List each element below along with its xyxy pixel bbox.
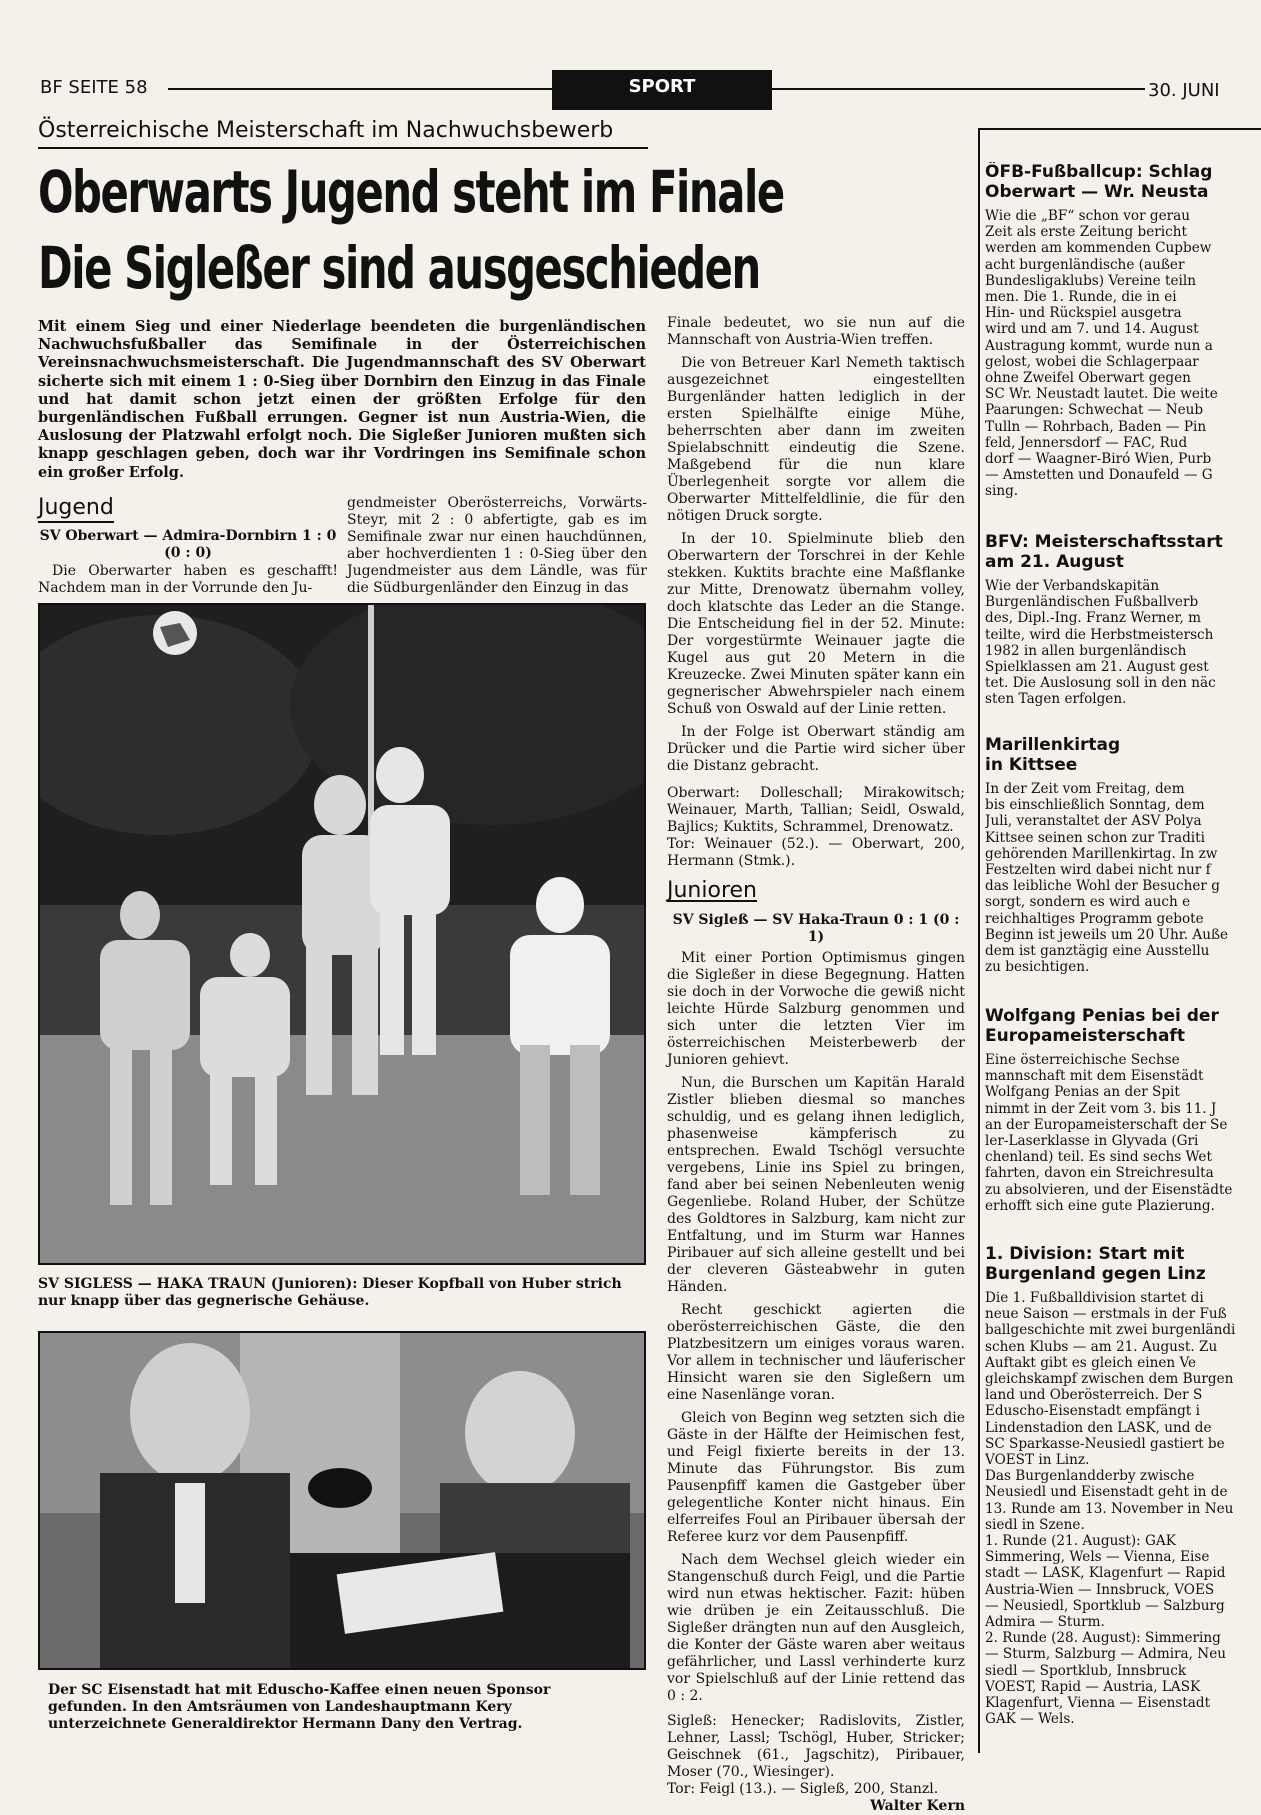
jugend-subhead: Jugend	[38, 495, 114, 523]
sidebar-line: Austria-Wien — Innsbruck, VOES	[985, 1581, 1215, 1598]
sidebar-line: Juli, veranstaltet der ASV Polya	[985, 813, 1202, 830]
sidebar-line: erhofft sich eine gute Plazierung.	[985, 1197, 1215, 1214]
junioren-p2: Nun, die Burschen um Kapitän Harald Zistler blieben diesmal so manches schuldig, und es gelang ihnen lediglich, phasenweise kämpferisch zu entsprechen. Ewald Tschögl versuchte vergebens, Linie ins Spiel zu bringen, fand aber bei seinen Nebenleuten wenig Gegenliebe. Roland Huber, der Schütze des Goldtores in Salzburg, kam nicht zur Entfaltung, und im Sturm war Hannes Piribauer auf sich alleine gestellt und bei der cleveren Gästeabwehr in guten Händen.	[667, 1075, 965, 1295]
lead-paragraph: Mit einem Sieg und einer Niederlage beendeten die burgenländischen Nachwuchsfußballer das Semifinale in der Österreichischen Vereinsnachwuchsmeisterschaft. Die Jugendmannschaft des SV Oberwart sicherte sich mit einem 1 : 0-Sieg über Dornbirn den Einzug in das Finale und hat damit schon jetzt einen der größten Erfolge für den burgenländischen Fußball errungen. Gegner ist nun Austria-Wien, die Auslosung der Platzwahl erfolgt noch. Die Sigleßer Junioren mußten sich knapp geschlagen geben, doch war ihr Vordringen ins Semifinale schon ein großer Erfolg.	[38, 318, 646, 481]
kicker: Österreichische Meisterschaft im Nachwuchsbewerb	[38, 118, 614, 143]
sidebar-line: werden am kommenden Cupbew	[985, 240, 1212, 257]
headline-line-1: Oberwarts Jugend steht im Finale	[38, 158, 784, 226]
sidebar-line: stadt — LASK, Klagenfurt — Rapid	[985, 1565, 1226, 1582]
sidebar-line: — Amstetten und Donaufeld — G	[985, 467, 1213, 484]
sidebar-line: Wie der Verbandskapitän	[985, 578, 1160, 594]
sidebar-line: ler-Laserklasse in Glyvada (Gri	[985, 1133, 1199, 1150]
author: Walter Kern	[870, 1798, 965, 1814]
col3-text	[667, 315, 965, 1815]
marillen-title-1: Marillenkirtag	[985, 735, 1121, 755]
jugend-col2	[347, 495, 647, 597]
sidebar-line: Auftakt gibt es gleich einen Ve	[985, 1354, 1197, 1371]
photo1-caption: SV SIGLESS — HAKA TRAUN (Junioren): Dieser Kopfball von Huber strich nur knapp über das gegnerische Gehäuse.	[38, 1276, 622, 1309]
sidebar-line: teilte, wird die Herbstmeistersch	[985, 626, 1214, 643]
sidebar-line: gleichskampf zwischen dem Burgen	[985, 1371, 1234, 1388]
sidebar-line: schen Klubs — am 21. August. Zu	[985, 1338, 1218, 1355]
sidebar-article-marillen	[985, 735, 1245, 975]
sidebar-line: Beginn ist jeweils um 20 Uhr. Auße	[985, 926, 1229, 943]
jugend-col1	[38, 563, 338, 597]
sidebar-line: gelost, wobei die Schlagerpaar	[985, 353, 1199, 370]
sidebar-line: Zeit als erste Zeitung bericht	[985, 224, 1187, 241]
sidebar-line: Simmering, Wels — Vienna, Eise	[985, 1549, 1210, 1566]
sidebar-line: Wolfgang Penias an der Spit	[985, 1084, 1180, 1101]
sidebar-line: Festzelten wird dabei nicht nur f	[985, 862, 1211, 879]
sidebar-line: Das Burgenlandderby zwische	[985, 1468, 1195, 1485]
oberwart-lineup: Oberwart: Dolleschall; Mirakowitsch; Weinauer, Marth, Tallian; Seidl, Oswald, Bajlics; Kuktits, Schrammel, Drenowatz.	[667, 785, 965, 835]
sidebar-line: dorf — Waagner-Biró Wien, Purb	[985, 451, 1212, 468]
sidebar-line: gehörenden Marillenkirtag. In zw	[985, 845, 1218, 862]
sidebar-line: SC Sparkasse-Neusiedl gastiert be	[985, 1435, 1225, 1452]
sigless-lineup: Sigleß: Henecker; Radislovits, Zistler, Lehner, Lassl; Tschögl, Huber, Stricker; Geischnek (61., Jagschitz), Piribauer, Moser (70., Wiesinger).	[667, 1713, 965, 1780]
sidebar-line: an der Europameisterschaft der Se	[985, 1116, 1228, 1133]
bfv-body	[985, 578, 1245, 708]
sidebar-line: In der Zeit vom Freitag, dem	[985, 781, 1185, 797]
bfv-title-1: BFV: Meisterschaftsstart	[985, 532, 1223, 552]
sidebar-line: mannschaft mit dem Eisenstädt	[985, 1068, 1204, 1085]
marillen-title-2: in Kittsee	[985, 755, 1078, 775]
date-label: 30. JUNI	[1148, 80, 1220, 101]
sidebar-line: siedl in Szene.	[985, 1516, 1085, 1533]
col3-p3: In der 10. Spielminute blieb den Oberwartern der Torschrei in der Kehle stekken. Kuktits brachte eine Maßflanke zur Mitte, Drenowatz übernahm volley, doch klatschte das Leder an die Stange. Die Entscheidung fiel in der 52. Minute: Der vorgestürmte Weinauer jagte die Kugel aus gut 20 Metern in die Kreuzecke. Zwei Minuten später kann ein gegnerischer Abwehrspieler nach einem Schuß von Oswald auf der Linie retten.	[667, 531, 965, 717]
sidebar-line: nimmt in der Zeit vom 3. bis 11. J	[985, 1100, 1217, 1117]
sidebar-line: Klagenfurt, Vienna — Eisenstadt	[985, 1695, 1211, 1712]
junioren-p1: Mit einer Portion Optimismus gingen die Sigleßer in diese Begegnung. Hatten sie doch in der Vorwoche die gewiß nicht leichte Hürde Salzburg genommen und sich unter die letzten Vier im österreichischen Meisterbewerb der Junioren gehievt.	[667, 950, 965, 1068]
sidebar-line: das leibliche Wohl der Besucher g	[985, 878, 1220, 895]
junioren-p5: Nach dem Wechsel gleich wieder ein Stangenschuß durch Feigl, und die Partie wird nun etwas hektischer. Fazit: hüben wie drüben je ein Zeitausschluß. Die Sigleßer drängten nun auf den Ausgleich, die Konter der Gäste waren aber weitaus gefährlicher, und Lassl verhinderte kurz vor Spielschluß auf der Linie rettend das 0 : 2.	[667, 1552, 965, 1704]
sidebar-line: Kittsee seinen schon zur Traditi	[985, 829, 1205, 846]
sidebar-line: Bundesligaklubs) Vereine teiln	[985, 272, 1196, 289]
division-title-1: 1. Division: Start mit	[985, 1244, 1185, 1264]
sidebar-line: Hin- und Rückspiel ausgetra	[985, 305, 1182, 322]
col3-p1: Finale bedeutet, wo sie nun auf die Mannschaft von Austria-Wien treffen.	[667, 315, 965, 348]
sidebar-line: land und Oberösterreich. Der S	[985, 1387, 1203, 1404]
sidebar-line: Burgenländischen Fußballverb	[985, 594, 1199, 611]
sidebar-line: fahrten, davon ein Streichresulta	[985, 1165, 1214, 1182]
bfv-title-2: am 21. August	[985, 552, 1124, 572]
section-box	[552, 70, 772, 110]
junioren-p4: Gleich von Beginn weg setzten sich die Gäste in der Hälfte der Heimischen fest, und Feigl fixierte bereits in der 13. Minute das Führungstor. Bis zum Pausenpfiff kamen die Gastgeber über gelegentliche Konter nicht hinaus. Ein elferreifes Foul an Piribauer übersah der Referee kurz vor dem Pausenpfiff.	[667, 1410, 965, 1545]
page-label: BF SEITE 58	[40, 77, 148, 98]
jugend-col2-text: gendmeister Oberösterreichs, Vorwärts-Steyr, mit 2 : 0 abfertigte, gab es im Semifinale zwar nur einen hauchdünnen, aber hochverdienten 1 : 0-Sieg über den Jugendmeister aus dem Ländle, was für die Südburgenländer den Einzug in das	[347, 495, 647, 596]
sidebar-line: acht burgenländische (außer	[985, 256, 1185, 273]
sidebar-line: Eduscho-Eisenstadt empfängt i	[985, 1403, 1200, 1420]
sidebar-line: Austragung kommt, wurde nun a	[985, 337, 1213, 354]
sidebar-divider	[978, 128, 980, 1753]
sidebar-line: Die 1. Fußballdivision startet di	[985, 1290, 1204, 1306]
col3-p4: In der Folge ist Oberwart ständig am Drücker und die Partie wird sicher über die Distanz gebracht.	[667, 724, 965, 774]
penias-title-2: Europameisterschaft	[985, 1026, 1185, 1046]
sidebar-line: zu absolvieren, und der Eisenstädte	[985, 1181, 1233, 1198]
penias-title-1: Wolfgang Penias bei der	[985, 1006, 1219, 1026]
division-title-2: Burgenland gegen Linz	[985, 1264, 1206, 1284]
cup-body	[985, 208, 1245, 500]
sidebar-line: sorgt, sondern es wird auch e	[985, 894, 1191, 911]
sidebar-line: Paarungen: Schwechat — Neub	[985, 402, 1204, 419]
sidebar-line: neue Saison — erstmals in der Fuß	[985, 1306, 1227, 1323]
sidebar-article-penias	[985, 1006, 1245, 1214]
section-label: SPORT	[628, 76, 696, 97]
sidebar-line: dem ist ganztägig eine Ausstellu	[985, 943, 1210, 960]
sidebar-line: sten Tagen erfolgen.	[985, 691, 1127, 708]
photo-header-match	[38, 603, 646, 1265]
sidebar-line: Lindenstadion den LASK, und de	[985, 1419, 1212, 1436]
sidebar-line: Wie die „BF“ schon vor gerau	[985, 208, 1190, 224]
sidebar-line: Tulln — Rohrbach, Baden — Pin	[985, 418, 1207, 435]
sidebar-line: Neusiedl und Eisenstadt geht in de	[985, 1484, 1228, 1501]
junioren-result: SV Sigleß — SV Haka-Traun 0 : 1 (0 : 1)	[672, 912, 960, 945]
oberwart-goals: Tor: Weinauer (52.). — Oberwart, 200, Hermann (Stmk.).	[667, 836, 965, 869]
sidebar-line: 2. Runde (28. August): Simmering	[985, 1630, 1221, 1647]
sidebar-line: Spielklassen am 21. August gest	[985, 659, 1209, 676]
sidebar-line: 1982 in allen burgenländisch	[985, 642, 1187, 659]
sidebar-line: bis einschließlich Sonntag, dem	[985, 797, 1205, 814]
photo-sponsor-signing	[38, 1331, 646, 1670]
sidebar-line: — Sturm, Salzburg — Admira, Neu	[985, 1646, 1226, 1663]
sidebar-line: men. Die 1. Runde, die in ei	[985, 289, 1177, 306]
sidebar-line: ohne Zweifel Oberwart gegen	[985, 370, 1191, 387]
headline-line-2: Die Siglеßer sind ausgeschieden	[38, 234, 760, 302]
photo2-caption: Der SC Eisenstadt hat mit Eduscho-Kaffee einen neuen Sponsor gefunden. In den Amtsräumen von Landeshauptmann Kery unterzeichnete Generaldirektor Hermann Dany den Vertrag.	[48, 1682, 551, 1732]
sidebar-article-division	[985, 1244, 1245, 1727]
sidebar-line: siedl — Sportklub, Innsbruck	[985, 1662, 1187, 1679]
sidebar-line: Admira — Sturm.	[985, 1614, 1105, 1631]
sidebar-line: tet. Die Auslosung soll in den näc	[985, 675, 1216, 692]
junioren-subhead: Junioren	[667, 878, 757, 903]
cup-title-1: ÖFB-Fußballcup: Schlag	[985, 162, 1213, 182]
sidebar-line: sing.	[985, 483, 1019, 500]
marillen-body	[985, 781, 1245, 975]
sidebar-line: wird und am 7. und 14. August	[985, 321, 1199, 338]
sidebar-line: — Neusiedl, Sportklub — Salzburg	[985, 1597, 1225, 1614]
junioren-p3: Recht geschickt agierten die oberösterreichischen Gäste, die den Platzbesitzern um einiges voraus waren. Vor allem in technischer und läuferischer Hinsicht waren sie den Sigleßern um eine Nasenlänge voran.	[667, 1302, 965, 1403]
division-body	[985, 1290, 1245, 1727]
sidebar-article-cup	[985, 162, 1245, 500]
photo-header-match-image	[40, 605, 644, 1263]
sidebar-line: feld, Jennersdorf — FAC, Rud	[985, 434, 1188, 451]
sidebar-line: VOEST in Linz.	[985, 1452, 1090, 1469]
sidebar-line: chenland) teil. Es sind sechs Wet	[985, 1149, 1212, 1166]
sidebar-line: GAK — Wels.	[985, 1711, 1075, 1728]
penias-body	[985, 1052, 1245, 1214]
jugend-result: SV Oberwart — Admira-Dornbirn 1 : 0	[39, 528, 337, 544]
sidebar-line: Eine österreichische Sechse	[985, 1052, 1180, 1068]
jugend-halftime: (0 : 0)	[164, 545, 212, 561]
jugend-col1-text: Die Oberwarter haben es geschafft! Nachdem man in der Vorrunde den Ju-	[38, 563, 338, 596]
sidebar-line: zu besichtigen.	[985, 959, 1090, 976]
sidebar-line: des, Dipl.-Ing. Franz Werner, m	[985, 610, 1202, 627]
sidebar-line: SC Wr. Neustadt lautet. Die weite	[985, 386, 1218, 403]
photo-sponsor-signing-image	[40, 1333, 644, 1668]
sidebar-article-bfv	[985, 532, 1245, 708]
sidebar-line: ballgeschichte mit zwei burgenländi	[985, 1322, 1236, 1339]
sidebar-line: 13. Runde am 13. November in Neu	[985, 1500, 1234, 1517]
cup-title-2: Oberwart — Wr. Neusta	[985, 182, 1209, 202]
col3-p2: Die von Betreuer Karl Nemeth taktisch ausgezeichnet eingestellten Burgenländer hatten lediglich in der ersten Spielhälfte einige Mühe, beherrschten aber dann im zweiten Spielabschnitt eindeutig die Szene. Maßgebend für die nun klare Überlegenheit sorgte vor allem die Oberwarter Mittelfeldlinie, die für den nötigen Druck sorgte.	[667, 355, 965, 524]
sidebar-line: reichhaltiges Programm gebote	[985, 910, 1204, 927]
sigless-goals: Tor: Feigl (13.). — Sigleß, 200, Stanzl.	[667, 1781, 939, 1797]
sidebar-line: 1. Runde (21. August): GAK	[985, 1533, 1176, 1550]
sidebar-line: VOEST, Rapid — Austria, LASK	[985, 1678, 1201, 1695]
